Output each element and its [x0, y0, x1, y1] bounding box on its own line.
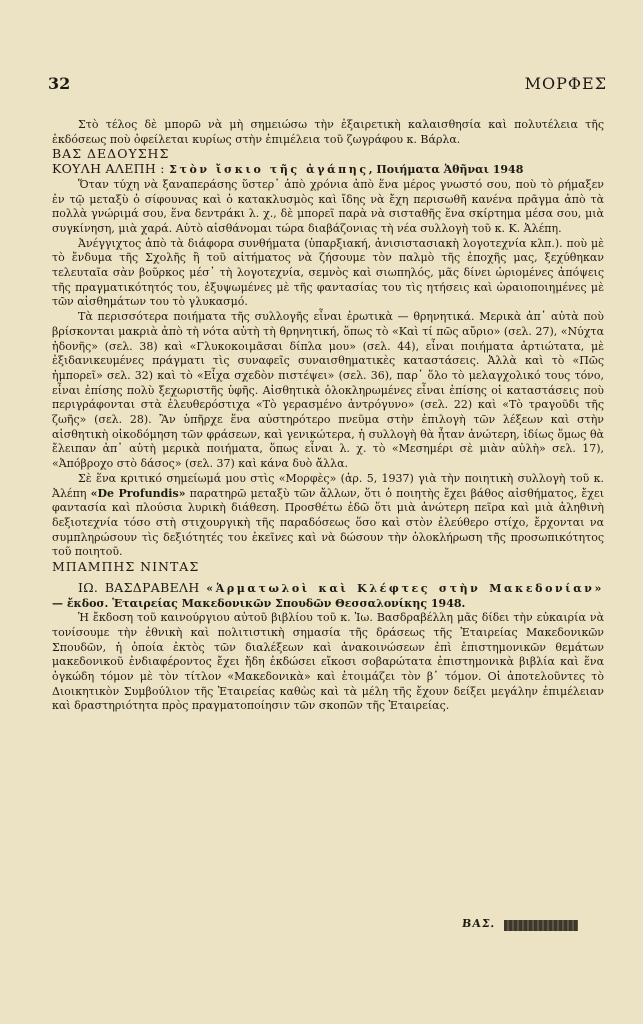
page-body: [52, 118, 604, 714]
review1-meta: , Ποιήματα Ἀθῆναι 1948: [368, 163, 524, 177]
signature-stamp: [462, 917, 582, 933]
signature-stamp-text: ΒΑΣ.: [461, 917, 497, 930]
review2-paragraph: Ἡ ἔκδοση τοῦ καινούργιου αὐτοῦ βιβλίου τοῦ κ. Ἰω. Βασδραβέλλη μᾶς δίδει τὴν εὐκαιρία νὰ τονίσουμε τὴν ἐθνικὴ καὶ πολιτιστικὴ σημασία τῆς δράσεως τῆς Ἑταιρείας Μακεδονικῶν Σπουδῶν, ἡ ὁποία ἐκτὸς τῶν διαλέξεων καὶ ἀνακοινώσεων ἐπὶ ἐπιστημονικῶν θεμάτων μακεδονικοῦ ἐνδιαφέροντος ἔχει ἤδη ἐκδώσει εἴκοσι σοβαρώτατα ἐπιστημονικὰ βιβλία καὶ ἕνα ὀγκώδη τόμον μὲ τὸν τίτλον «Μακεδονικὰ» καὶ ἑτοιμάζει τὸν β᾽ τόμον. Οἱ ἀποτελοῦντες τὸ Διοικητικὸν Συμβούλιον τῆς Ἑταιρείας καθὼς καὶ τὰ μέλη τῆς ἔχουν δείξει μεγάλην ἐπιμέλειαν καὶ δραστηριότητα πρὸς πραγματοποίησιν τῶν σκοπῶν τῆς Ἑταιρείας.: [52, 611, 604, 713]
blotted-signature: [504, 920, 578, 931]
review1-paragraph-3: Τὰ περισσότερα ποιήματα τῆς συλλογῆς εἶναι ἐρωτικὰ — θρηνητικά. Μερικὰ ἀπ᾽ αὐτὰ ποὺ βρίσκονται μακριὰ ἀπὸ τὴ νότα αὐτὴ τὴ θρηνητική, ὅπως τὸ «Καὶ τί πῶς αὔριο» (σελ. 27), «Νύχτα ἡδονῆς» (σελ. 38) καὶ «Γλυκοκοιμᾶσαι δίπλα μου» (σελ. 44), εἶναι ποιήματα ἀρτιώτατα, μὲ ἐξιδανικευμένες πράγματι τὶς συναφεῖς συναισθηματικὲς καταστάσεις. Ἀλλὰ καὶ τὸ «Πῶς ἠμπορεῖ» σελ. 32) καὶ τὸ «Εἶχα σχεδὸν πιστέψει» (σελ. 36), παρ᾽ ὅλο τὸ μελαγχολικό τους τόνο, εἶναι ἐπίσης πολὺ ξεχωριστῆς ὑφῆς. Αἰσθητικὰ ὁλοκληρωμένες εἶναι ἐπίσης οἱ καταστάσεις ποὺ περιγράφονται στὰ ἐλευθερόστιχα «Τὸ γερασμένο ἀντρόγυνο» (σελ. 22) καὶ «Τὸ τραγοῦδι τῆς ζωῆς» (σελ. 28). Ἂν ὑπῆρχε ἕνα αὐστηρότερο πνεῦμα στὴν ἐπιλογὴ τῶν λέξεων καὶ στὴν αἰσθητικὴ οἰκοδόμηση τῶν φράσεων, καὶ γενικώτερα, ἡ συλλογὴ θὰ ἦταν ἀνώτερη, ἰδίως ὅμως θὰ ἔλειπαν ἀπ᾽ αὐτὴ μερικὰ ποιήματα, ὅπως εἶναι λ. χ. τὸ «Μεσημέρι σὲ μιὰν αὐλὴ» σελ. 17), «Ἀπόβροχο στὸ δάσος» (σελ. 37) καὶ κάνα δυὸ ἄλλα.: [52, 310, 604, 471]
review1-closing-start: Σὲ ἕνα κριτικό σημείωμά μου στὶς «Μορφὲς» (ἀρ. 5, 1937) γιὰ τὴν ποιητικὴ συλλογὴ τοῦ κ. Ἀλέπη: [52, 471, 604, 500]
page-number: 32: [48, 74, 71, 93]
review1-author: ΚΟΥΛΗ ΑΛΕΠΗ :: [52, 161, 170, 177]
intro-signature: ΒΑΣ ΔΕΔΟΥΣΗΣ: [52, 146, 170, 162]
review2-book-title: «Ἁρματωλοὶ καὶ Κλέφτες στὴν Μακεδονίαν»: [206, 581, 604, 595]
review1-book-title: Στὸν ἴσκιο τῆς ἀγάπης: [169, 163, 369, 177]
review1-paragraph-4: [52, 472, 604, 560]
review1-signature: ΜΠΑΜΠΗΣ ΝΙΝΤΑΣ: [52, 559, 200, 575]
running-title: ΜΟΡΦΕΣ: [524, 74, 607, 93]
review1-closing-end: παρατηρῶ μεταξὺ τῶν ἄλλων, ὅτι ὁ ποιητὴς ἔχει βάθος αἰσθήματος, ἔχει φαντασία καὶ πλούσια λυρικὴ διάθεση. Προσθέτω ἐδῶ ὅτι μιὰ ἀνώτερη πεῖρα καὶ μιὰ ἀληθινὴ δεξιοτεχνία τόσο στὴ στιχουργικὴ τῆς παραδόσεως ὅσο καὶ στὸν ἐλεύθερο στίχο, ἔρχονται να συμπληρώσουν τὶς δεξιότητές του ἐκεῖνες καὶ νὰ δώσουν τὴν ὁλοκλήρωση τῆς προσωπικότητος τοῦ ποιητοῦ.: [52, 486, 605, 559]
review2-heading: [52, 581, 604, 611]
review1-paragraph-1: Ὅταν τύχη νὰ ξαναπεράσης ὕστερ᾽ ἀπὸ χρόνια ἀπὸ ἕνα μέρος γνωστό σου, ποὺ τὸ ρήμαξεν ἐν τῷ μεταξὺ ὁ σίφουνας καὶ ὁ κατακλυσμὸς καὶ ἴδης νὰ ἔχη περισωθῆ κανένα πρᾶγμα ἀπὸ τὰ πολλὰ γνώριμά σου, ἕνα δεντράκι λ. χ., δὲ μπορεῖ παρὰ νὰ σισταθῆς ἕνα σκίρτημα μέσα σου, μιὰ συγκίνηση, μιὰ χαρά. Αὐτὸ αἰσθάνομαι τώρα διαβάζονιας τὴ νέα συλλογὴ τοῦ κ. Κ. Ἀλέπη.: [52, 177, 604, 235]
review2-author: ΙΩ. ΒΑΣΔΡΑΒΕΛΗ: [78, 579, 207, 595]
review1-paragraph-2: Ἀνέγγιχτος ἀπὸ τὰ διάφορα συνθήματα (ὑπαρξιακή, ἀνισιστασιακὴ λογοτεχνία κλπ.). ποὺ μὲ τὸ ἔνδυμα τῆς Σχολῆς ἢ τοῦ αἰτήματος νὰ ζήσουμε τὸν παλμὸ τῆς ἐποχῆς μας, ξεχύθηκαν τελευταῖα σὰν βοῦρκος μέσ᾽ τὴ λογοτεχνία, σεμνὸς καὶ σιωπηλός, μᾶς δίνει ὡριομένες ἀπόψεις τῆς πραγματικότητός του, ἐξυψωμένες μὲ τῆς φαντασίας του τὶς ητήσεις καὶ ὡραιοποιημένες μὲ τῶν αἰσθημάτων του τὸ γλυκασμό.: [52, 236, 604, 309]
review2-meta: — ἔκδοσ. Ἑταιρείας Μακεδονικῶν Σπουδῶν Θεσσαλονίκης 1948.: [52, 596, 466, 610]
review1-heading: [52, 162, 604, 178]
page-header: [48, 74, 607, 98]
de-profundis-title: «De Profundis»: [90, 486, 186, 500]
intro-paragraph: Στὸ τέλος δὲ μπορῶ νὰ μὴ σημειώσω τὴν ἐξαιρετικὴ καλαισθησία καὶ πολυτέλεια τῆς ἐκδόσεως ποὺ ὀφείλεται κυρίως στὴν ἐπιμέλεια τοῦ ζωγράφου κ. Βάρλα.: [52, 118, 604, 146]
